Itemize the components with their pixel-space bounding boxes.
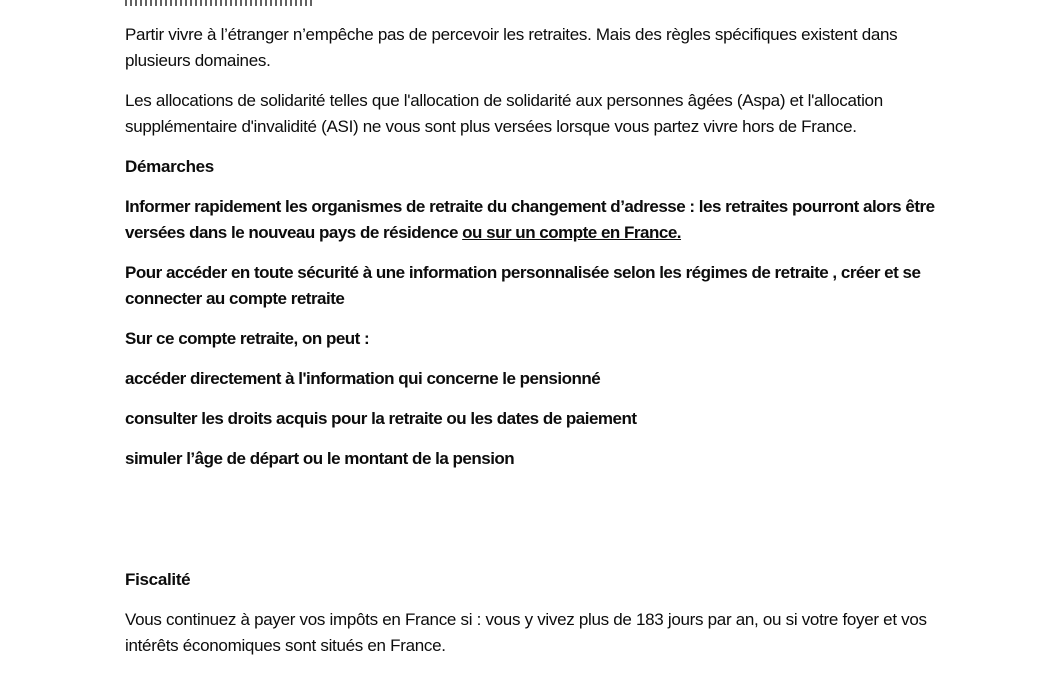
- blank-space: [125, 486, 938, 567]
- paragraph-fiscalite: Vous continuez à payer vos impôts en France si : vous y vivez plus de 183 jours par an, ou si votre foyer et vos intérêts économiques sont situés en France.: [125, 610, 927, 655]
- clipped-heading-remnant: [125, 0, 315, 6]
- paragraph-informer: [125, 194, 938, 246]
- heading-fiscalite: Fiscalité: [125, 570, 191, 589]
- informer-text: Informer rapidement les organismes de retraite du changement d’adresse : les retraites pourront alors être versées dans le nouveau pays de résidence: [125, 197, 935, 242]
- paragraph-intro: Partir vivre à l’étranger n’empêche pas de percevoir les retraites. Mais des règles spécifiques existent dans plusieurs domaines.: [125, 25, 898, 70]
- paragraph-allocations: Les allocations de solidarité telles que l'allocation de solidarité aux personnes âgées (Aspa) et l'allocation supplémentaire d'invalidité (ASI) ne vous sont plus versées lorsque vous partez vivre hors de France.: [125, 91, 883, 136]
- list-item-simuler-age: simuler l’âge de départ ou le montant de la pension: [125, 449, 515, 468]
- paragraph-acceder-compte: Pour accéder en toute sécurité à une information personnalisée selon les régimes de retraite , créer et se connecter au compte retraite: [125, 263, 921, 308]
- paragraph-sur-compte: Sur ce compte retraite, on peut :: [125, 329, 370, 348]
- heading-demarches: Démarches: [125, 157, 214, 176]
- list-item-acceder-information: accéder directement à l'information qui concerne le pensionné: [125, 369, 601, 388]
- informer-underlined-text: ou sur un compte en France.: [462, 223, 682, 242]
- list-item-consulter-droits: consulter les droits acquis pour la retraite ou les dates de paiement: [125, 409, 637, 428]
